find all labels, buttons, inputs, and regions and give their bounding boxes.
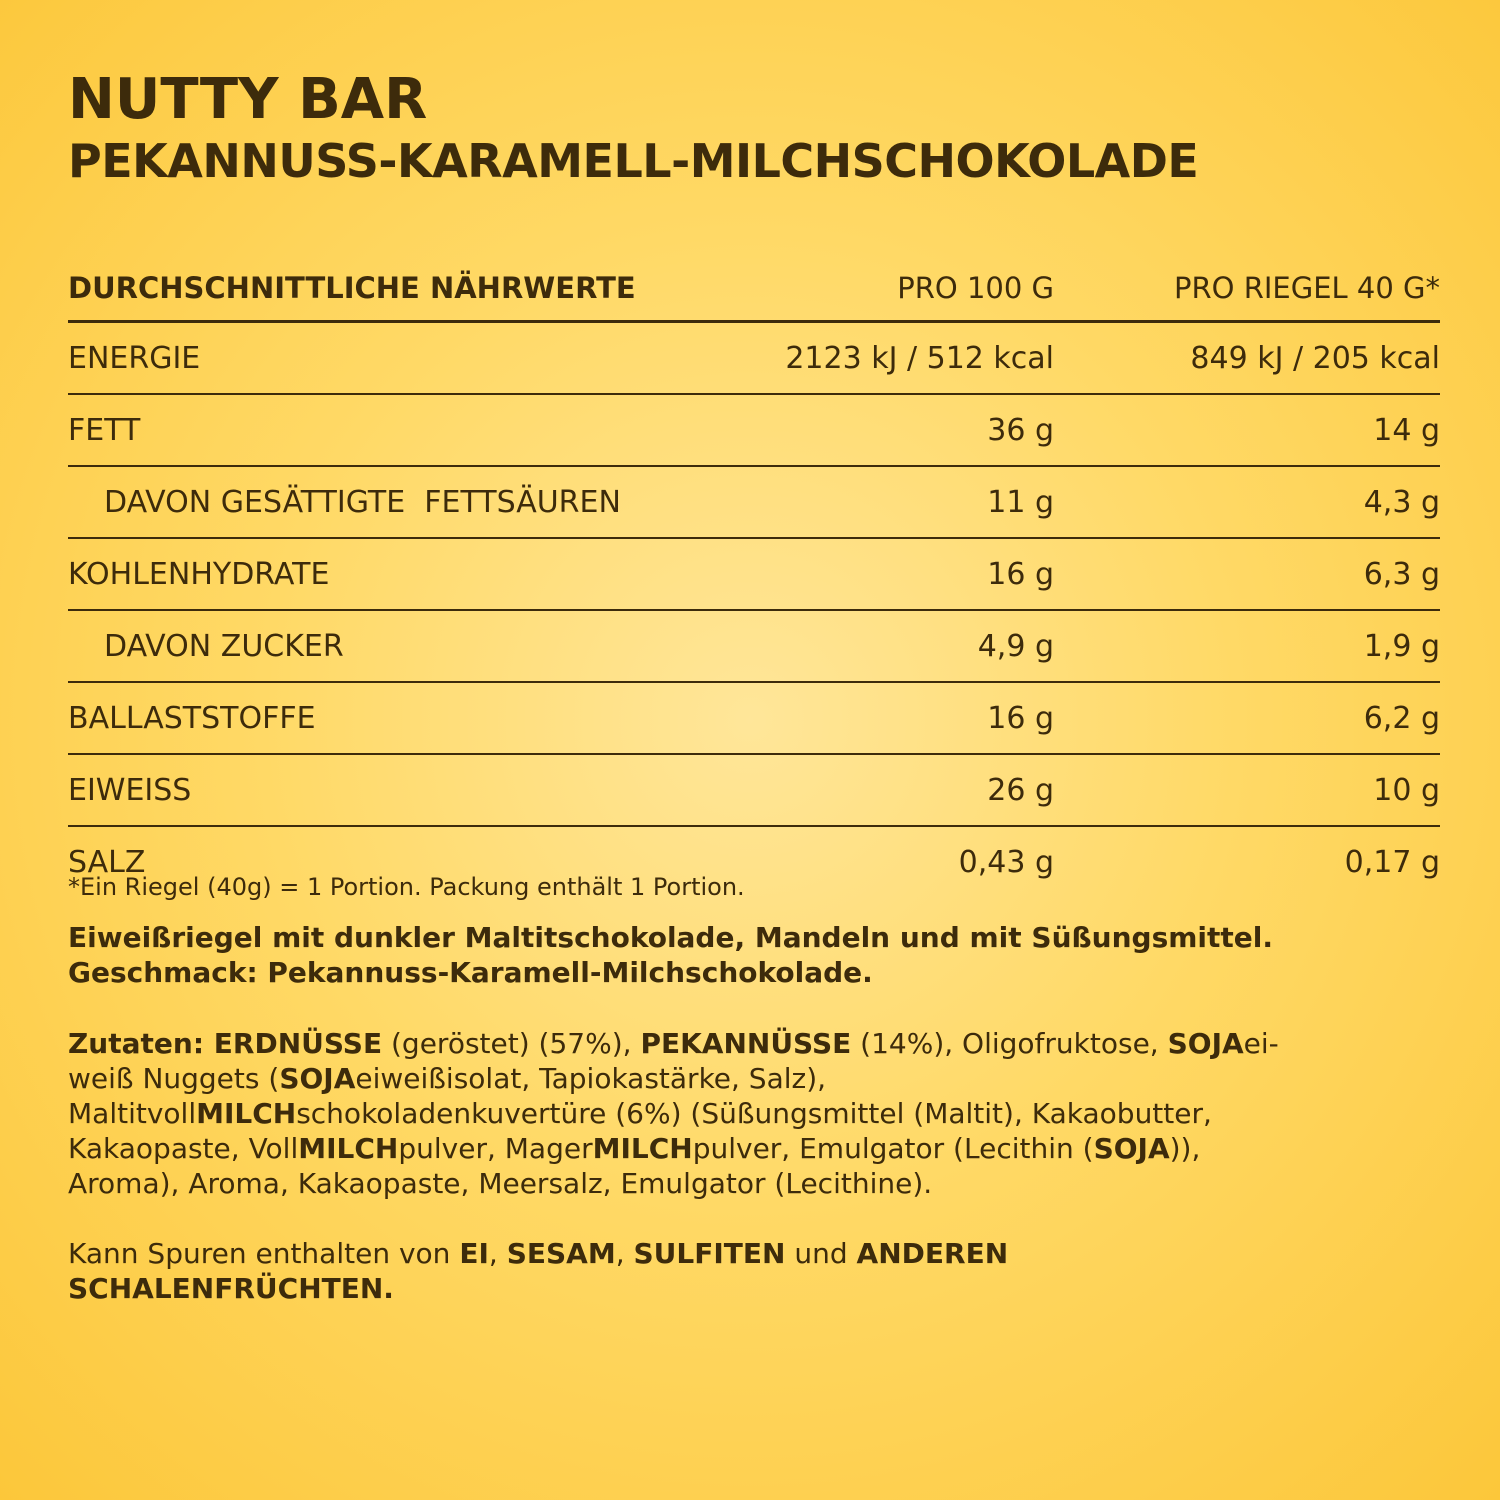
- allergen: ERDNÜSSE: [213, 1027, 383, 1060]
- row-per-100g: 36 g: [708, 394, 1054, 466]
- row-per-100g: 16 g: [708, 538, 1054, 610]
- row-label: KOHLENHYDRATE: [68, 538, 708, 610]
- row-label: BALLASTSTOFFE: [68, 682, 708, 754]
- nutrition-table: [68, 256, 1440, 897]
- table-header-row: [68, 256, 1440, 322]
- ingredient-text: ei-: [1243, 1027, 1279, 1060]
- table-row: [68, 466, 1440, 538]
- row-per-100g: 0,43 g: [958, 844, 1054, 880]
- allergen: SOJA: [279, 1062, 356, 1095]
- allergen: ANDEREN: [856, 1237, 1009, 1270]
- table-row: [68, 394, 1440, 466]
- ingredient-text: Aroma), Aroma, Kakaopaste, Meersalz, Emulgator (Lecithine).: [68, 1167, 933, 1200]
- row-per-bar: 6,2 g: [1054, 682, 1440, 754]
- row-label: DAVON GESÄTTIGTE FETTSÄUREN: [68, 466, 708, 538]
- row-per-100g: 11 g: [708, 466, 1054, 538]
- trace-text: ,: [615, 1237, 634, 1270]
- row-label: FETT: [68, 394, 708, 466]
- allergen: PEKANNÜSSE: [640, 1027, 852, 1060]
- trace-text: Kann Spuren enthalten von: [68, 1237, 460, 1270]
- row-per-bar: 14 g: [1054, 394, 1440, 466]
- row-per-bar: 1,9 g: [1054, 610, 1440, 682]
- allergen: MILCH: [298, 1132, 399, 1165]
- row-per-100g: 26 g: [708, 754, 1054, 826]
- ingredient-text: pulver, Emulgator (Lecithin (: [692, 1132, 1094, 1165]
- header-per-bar: PRO RIEGEL 40 G*: [1054, 256, 1440, 322]
- table-row: [68, 322, 1440, 395]
- row-per-100g: 16 g: [708, 682, 1054, 754]
- row-per-bar: 0,17 g: [1344, 844, 1440, 880]
- header-per-100g: PRO 100 G: [708, 256, 1054, 322]
- ingredient-text: Maltitvoll: [68, 1097, 197, 1130]
- row-per-bar: 4,3 g: [1054, 466, 1440, 538]
- row-label: ENERGIE: [68, 322, 708, 395]
- allergen: SESAM: [506, 1237, 616, 1270]
- product-description: [68, 920, 1440, 990]
- table-row: [68, 538, 1440, 610]
- nutrition-label: [68, 67, 1440, 1305]
- ingredient-text: eiweißisolat, Tapiokastärke, Salz),: [355, 1062, 827, 1095]
- allergen: SOJA: [1167, 1027, 1244, 1060]
- row-label: DAVON ZUCKER: [68, 610, 708, 682]
- table-row: [68, 754, 1440, 826]
- ingredient-text: Kakaopaste, Voll: [68, 1132, 299, 1165]
- trace-text: ,: [488, 1237, 507, 1270]
- allergen: EI: [459, 1237, 489, 1270]
- serving-footnote: *Ein Riegel (40g) = 1 Portion. Packung enthält 1 Portion.: [68, 873, 745, 901]
- ingredients-list: [68, 1026, 1408, 1201]
- row-per-100g: 4,9 g: [708, 610, 1054, 682]
- allergen: MILCH: [592, 1132, 693, 1165]
- ingredient-text: (geröstet) (57%),: [382, 1027, 641, 1060]
- ingredient-text: pulver, Mager: [398, 1132, 593, 1165]
- header-nutrients: DURCHSCHNITTLICHE NÄHRWERTE: [68, 256, 708, 322]
- row-per-bar: 849 kJ / 205 kcal: [1054, 322, 1440, 395]
- row-label: SALZ: [68, 844, 146, 880]
- product-flavor: PEKANNUSS-KARAMELL-MILCHSCHOKOLADE: [68, 134, 1199, 188]
- row-per-100g: 2123 kJ / 512 kcal: [708, 322, 1054, 395]
- ingredient-text: schokoladenkuvertüre (6%) (Süßungsmittel (Maltit), Kakaobutter,: [296, 1097, 1212, 1130]
- product-title: NUTTY BAR: [68, 67, 428, 132]
- description-line: Geschmack: Pekannuss-Karamell-Milchschokolade.: [68, 956, 873, 989]
- allergen: SOJA: [1093, 1132, 1170, 1165]
- allergen: SCHALENFRÜCHTEN.: [68, 1272, 394, 1305]
- ingredient-text: weiß Nuggets (: [68, 1062, 280, 1095]
- description-line: Eiweißriegel mit dunkler Maltitschokolade, Mandeln und mit Süßungsmittel.: [68, 921, 1273, 954]
- allergen: MILCH: [196, 1097, 297, 1130]
- trace-text: und: [785, 1237, 857, 1270]
- row-per-bar: 10 g: [1054, 754, 1440, 826]
- ingredients-heading: Zutaten:: [68, 1027, 214, 1060]
- table-row: [68, 682, 1440, 754]
- table-row: [68, 610, 1440, 682]
- ingredient-text: (14%), Oligofruktose,: [851, 1027, 1168, 1060]
- row-per-bar: 6,3 g: [1054, 538, 1440, 610]
- ingredient-text: )),: [1169, 1132, 1201, 1165]
- allergen-traces: [68, 1236, 1408, 1306]
- row-label: EIWEISS: [68, 754, 708, 826]
- allergen: SULFITEN: [633, 1237, 786, 1270]
